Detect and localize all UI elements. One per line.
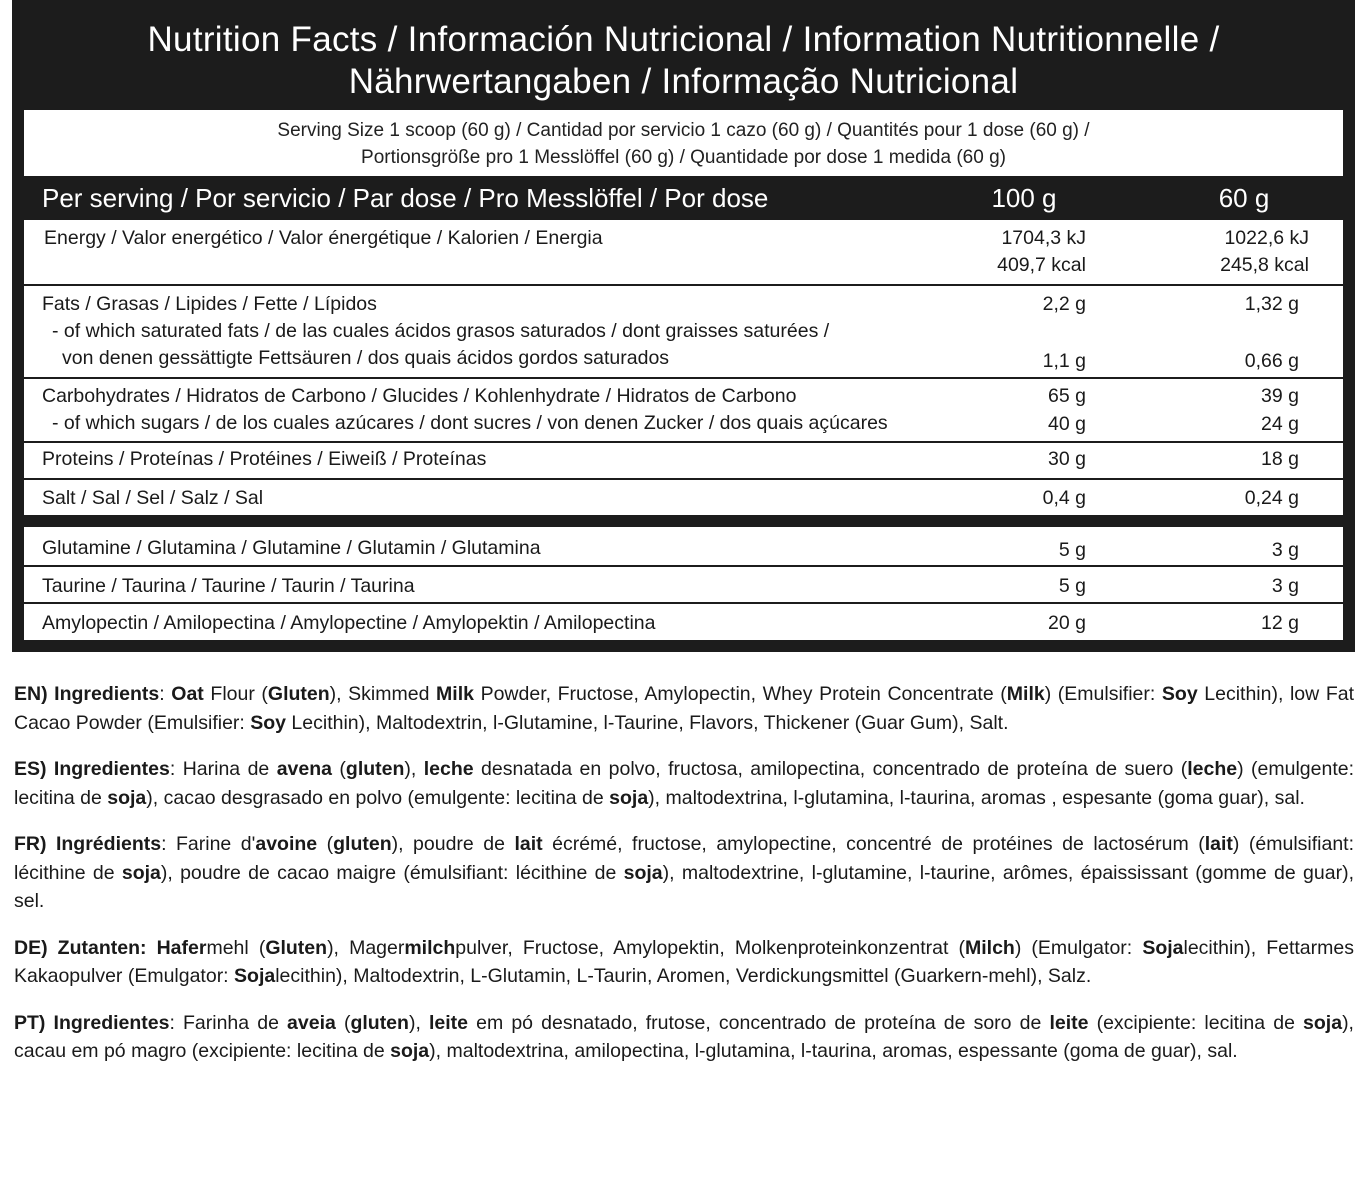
bold-segment: soja <box>107 786 147 809</box>
nutrient-table <box>24 220 1343 515</box>
bold-segment: leite <box>428 1011 469 1034</box>
text-segment: ) (emulgente: lecitina de <box>14 758 1354 809</box>
text-segment: ( <box>317 833 334 855</box>
text-segment: Flour ( <box>203 683 268 705</box>
bold-segment: Oat <box>171 683 204 705</box>
row-amylopectin <box>24 604 1343 640</box>
text-segment: lecithin), Fettarmes Kakaopulver (Emulgator: <box>14 936 1354 987</box>
saturated-fats-label-1: - of which saturated fats / de las cuales ácidos grasos saturados / dont graisses saturées / <box>52 320 830 342</box>
nutrition-facts-panel <box>12 0 1355 652</box>
text-segment: (excipiente: lecitina de <box>1088 1011 1304 1034</box>
column-header-100g: 100 g <box>991 183 1057 213</box>
text-segment: pulver, Fructose, Amylopektin, Molkenproteinkonzentrat ( <box>455 936 965 959</box>
text-segment: : Farine d' <box>161 833 256 855</box>
ingredients-en <box>14 680 1354 737</box>
bold-segment: EN) Ingredients <box>14 683 160 705</box>
ingredients-section <box>14 680 1354 1084</box>
bold-segment: lait <box>514 833 543 855</box>
row-salt <box>24 480 1343 515</box>
bold-segment: DE) Zutanten: Hafer <box>14 936 207 959</box>
text-segment: ), maltodextrina, l-glutamina, l-taurina, aromas , espesante (goma guar), sal. <box>648 786 1305 809</box>
proteins-60g: 18 g <box>1261 448 1299 470</box>
row-glutamine <box>24 527 1343 567</box>
energy-kcal-100g: 409,7 kcal <box>997 254 1086 276</box>
taurine-60g: 3 g <box>1271 575 1299 597</box>
bold-segment: FR) Ingrédients <box>14 833 162 855</box>
sugars-60g: 24 g <box>1261 413 1299 435</box>
text-segment: ), cacao desgrasado en polvo (emulgente: lecitina de <box>146 786 610 809</box>
bold-segment: soja <box>623 861 663 884</box>
bold-segment: Gluten <box>267 683 330 705</box>
text-segment: ), poudre de <box>391 833 515 855</box>
row-proteins <box>24 443 1343 480</box>
taurine-100g: 5 g <box>1058 575 1086 597</box>
text-segment: ( <box>331 758 346 780</box>
serving-line-2: Portionsgröße pro 1 Messlöffel (60 g) / Quantidade por dose 1 medida (60 g) <box>361 147 1006 168</box>
additional-nutrients-table <box>24 527 1343 640</box>
column-header-60g: 60 g <box>1218 183 1270 213</box>
glutamine-100g: 5 g <box>1058 539 1086 561</box>
text-segment: ), cacau em pó magro (excipiente: lecitina de <box>14 1011 1354 1062</box>
bold-segment: avena <box>276 758 332 780</box>
serving-size <box>24 110 1343 176</box>
saturated-fats-label-2: von denen gessättigte Fettsäuren / dos quais ácidos gordos saturados <box>62 347 670 369</box>
ingredients-fr <box>14 830 1354 916</box>
title-line-1: Nutrition Facts / Información Nutricional / Information Nutritionnelle / <box>147 20 1220 59</box>
saturated-fats-60g: 0,66 g <box>1244 350 1299 372</box>
bold-segment: Soy <box>1161 683 1198 705</box>
fats-label: Fats / Grasas / Lipides / Fette / Lípidos <box>42 293 377 315</box>
text-segment: : Farinha de <box>169 1011 288 1034</box>
ingredients-de <box>14 934 1354 991</box>
salt-label: Salt / Sal / Sel / Salz / Sal <box>42 487 264 509</box>
energy-label: Energy / Valor energético / Valor énergétique / Kalorien / Energia <box>44 227 603 249</box>
bold-segment: soja <box>1303 1011 1343 1034</box>
ingredients-es <box>14 755 1354 812</box>
text-segment: ), maltodextrine, l-glutamine, l-taurine, arômes, épaississant (gomme de guar), sel. <box>14 861 1354 912</box>
text-segment: ) (Emulsifier: <box>1044 683 1162 705</box>
bold-segment: PT) Ingredientes <box>14 1011 170 1034</box>
salt-100g: 0,4 g <box>1042 487 1086 509</box>
bold-segment: gluten <box>345 758 405 780</box>
title-line-2: Nährwertangaben / Informação Nutricional <box>348 62 1019 101</box>
row-taurine <box>24 567 1343 604</box>
ingredients-pt <box>14 1009 1354 1066</box>
taurine-label: Taurine / Taurina / Taurine / Taurin / Taurina <box>42 575 415 597</box>
bold-segment: Soy <box>250 711 287 734</box>
row-energy <box>24 220 1343 286</box>
sugars-label: - of which sugars / de los cuales azúcares / dont sucres / von denen Zucker / dos quais açúcares <box>52 412 888 434</box>
energy-kj-60g: 1022,6 kJ <box>1224 227 1309 249</box>
bold-segment: lait <box>1204 833 1233 855</box>
text-segment: Powder, Fructose, Amylopectin, Whey Protein Concentrate ( <box>473 683 1007 705</box>
text-segment: ), poudre de cacao maigre (émulsifiant: lécithine de <box>160 861 624 884</box>
text-segment: ), <box>408 1011 429 1034</box>
text-segment: em pó desnatado, frutose, concentrado de proteína de soro de <box>468 1011 1050 1034</box>
text-segment: : Harina de <box>169 758 277 780</box>
text-segment: mehl ( <box>206 936 266 959</box>
bold-segment: avoine <box>255 833 318 855</box>
bold-segment: soja <box>609 786 649 809</box>
column-header-label: Per serving / Por servicio / Par dose / Pro Messlöffel / Por dose <box>42 183 769 213</box>
row-fats <box>24 286 1343 379</box>
row-carbohydrates <box>24 379 1343 443</box>
saturated-fats-100g: 1,1 g <box>1042 350 1086 372</box>
nutrition-title <box>14 2 1353 110</box>
text-segment: ), Mager <box>327 936 405 959</box>
bold-segment: Gluten <box>265 936 328 959</box>
bold-segment: gluten <box>333 833 392 855</box>
bold-segment: leche <box>423 758 474 780</box>
bold-segment: ES) Ingredientes <box>14 758 170 780</box>
energy-kj-100g: 1704,3 kJ <box>1001 227 1086 249</box>
sugars-100g: 40 g <box>1048 413 1086 435</box>
text-segment: : <box>159 683 172 705</box>
text-segment: desnatada en polvo, fructosa, amilopectina, concentrado de proteína de suero ( <box>473 758 1188 780</box>
bold-segment: Soja <box>234 965 276 987</box>
carbohydrates-100g: 65 g <box>1048 385 1086 407</box>
text-segment: ), <box>404 758 424 780</box>
bold-segment: leche <box>1187 758 1238 780</box>
column-header <box>14 176 1353 220</box>
amylopectin-100g: 20 g <box>1048 612 1086 634</box>
text-segment: ), maltodextrina, amilopectina, l-glutamina, l-taurina, aromas, espessante (goma de guar), sal. <box>429 1040 1238 1062</box>
bold-segment: Milk <box>1006 683 1045 705</box>
carbohydrates-60g: 39 g <box>1261 385 1299 407</box>
text-segment: ) (Emulgator: <box>1014 936 1143 959</box>
fats-100g: 2,2 g <box>1042 293 1086 315</box>
text-segment: Lecithin), Maltodextrin, l-Glutamine, l-Taurine, Flavors, Thickener (Guar Gum), Salt. <box>286 711 1009 734</box>
salt-60g: 0,24 g <box>1244 487 1299 509</box>
glutamine-label: Glutamine / Glutamina / Glutamine / Glutamin / Glutamina <box>42 537 541 559</box>
bold-segment: soja <box>390 1040 430 1062</box>
bold-segment: leite <box>1049 1011 1089 1034</box>
bold-segment: gluten <box>350 1011 409 1034</box>
bold-segment: Milk <box>436 683 474 705</box>
glutamine-60g: 3 g <box>1271 539 1299 561</box>
text-segment: ( <box>335 1011 351 1034</box>
bold-segment: Milch <box>964 936 1015 959</box>
bold-segment: Soja <box>1142 936 1184 959</box>
serving-line-1: Serving Size 1 scoop (60 g) / Cantidad por servicio 1 cazo (60 g) / Quantités pour 1 dose (60 g) / <box>277 120 1090 141</box>
proteins-label: Proteins / Proteínas / Protéines / Eiweiß / Proteínas <box>42 448 487 470</box>
fats-60g: 1,32 g <box>1244 293 1299 315</box>
amylopectin-60g: 12 g <box>1261 612 1299 634</box>
energy-kcal-60g: 245,8 kcal <box>1220 254 1309 276</box>
proteins-100g: 30 g <box>1048 448 1086 470</box>
text-segment: Lecithin), low Fat Cacao Powder (Emulsifier: <box>14 683 1355 734</box>
amylopectin-label: Amylopectin / Amilopectina / Amylopectine / Amylopektin / Amilopectina <box>42 612 656 634</box>
text-segment: écrémé, fructose, amylopectine, concentré de protéines de lactosérum ( <box>542 833 1205 855</box>
bold-segment: soja <box>121 861 161 884</box>
text-segment: ), Skimmed <box>329 683 437 705</box>
carbohydrates-label: Carbohydrates / Hidratos de Carbono / Glucides / Kohlenhydrate / Hidratos de Carbono <box>42 385 797 407</box>
bold-segment: aveia <box>287 1011 336 1034</box>
text-segment: ) (émulsifiant: lécithine de <box>14 833 1355 884</box>
bold-segment: milch <box>404 936 456 959</box>
text-segment: lecithin), Maltodextrin, L-Glutamin, L-Taurin, Aromen, Verdickungsmittel (Guarkern-mehl), Salz. <box>275 965 1092 987</box>
